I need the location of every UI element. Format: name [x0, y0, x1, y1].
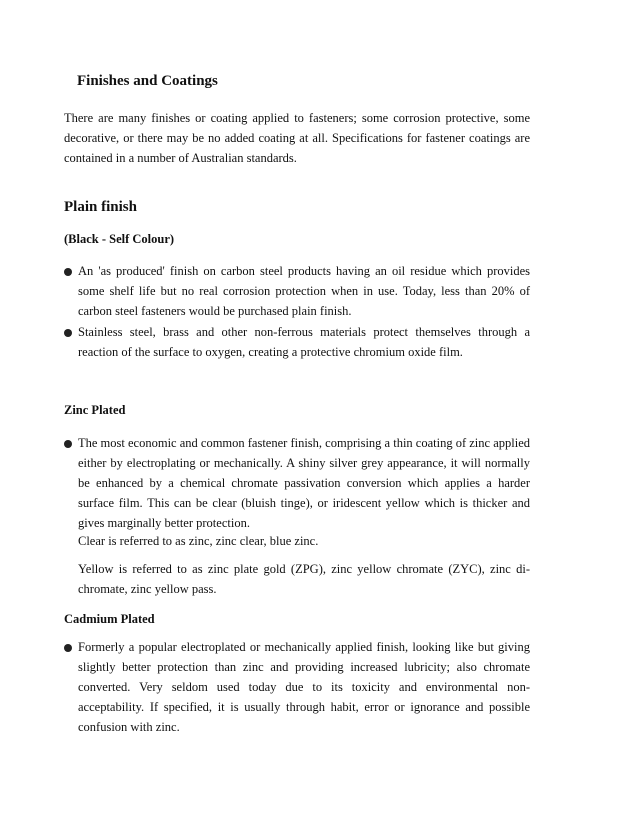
bullet-text: Stainless steel, brass and other non-ferrous materials protect themselves through a reaction of the surface to oxygen, creating a protective chromium oxide film. — [78, 325, 530, 359]
plain-finish-bullet-2 — [64, 322, 530, 362]
zinc-yellow-note: Yellow is referred to as zinc plate gold (ZPG), zinc yellow chromate (ZYC), zinc di-chromate, zinc yellow pass. — [78, 562, 530, 596]
intro-paragraph: There are many finishes or coating applied to fasteners; some corrosion protective, some decorative, or there may be no added coating at all. Specifications for fastener coatings are contained in a number of Australian standards. — [64, 111, 530, 165]
plain-finish-subheading: (Black - Self Colour) — [64, 232, 175, 246]
zinc-clear-note: Clear is referred to as zinc, zinc clear, blue zinc. — [78, 534, 319, 548]
bullet-icon — [64, 440, 72, 448]
bullet-text: The most economic and common fastener finish, comprising a thin coating of zinc applied either by electroplating or mechanically. A shiny silver grey appearance, it will normally be enhanced by a chemical chromate passivation conversion which applies a harder surface film. This can be clear (bluish tinge), or iridescent yellow which is thicker and gives marginally better protection. — [78, 436, 530, 530]
zinc-plated-bullet — [64, 433, 530, 533]
bullet-icon — [64, 644, 72, 652]
plain-finish-bullet-1 — [64, 261, 530, 321]
bullet-text: An 'as produced' finish on carbon steel products having an oil residue which provides some shelf life but no real corrosion protection when in use. Today, less than 20% of carbon steel fasteners would be purchased plain finish. — [78, 264, 530, 318]
cadmium-plated-heading: Cadmium Plated — [64, 612, 155, 626]
bullet-icon — [64, 329, 72, 337]
bullet-text: Formerly a popular electroplated or mechanically applied finish, looking like but giving slightly better protection than zinc and providing increased lubricity; also chromate converted. Very seldom used today due to its toxicity and environmental non-acceptability. If specified, it is usually through habit, error or ignorance and possible confusion with zinc. — [78, 640, 530, 734]
cadmium-plated-bullet — [64, 637, 530, 737]
zinc-plated-heading: Zinc Plated — [64, 403, 126, 417]
plain-finish-heading: Plain finish — [64, 199, 137, 215]
bullet-icon — [64, 268, 72, 276]
document-title: Finishes and Coatings — [77, 73, 218, 89]
